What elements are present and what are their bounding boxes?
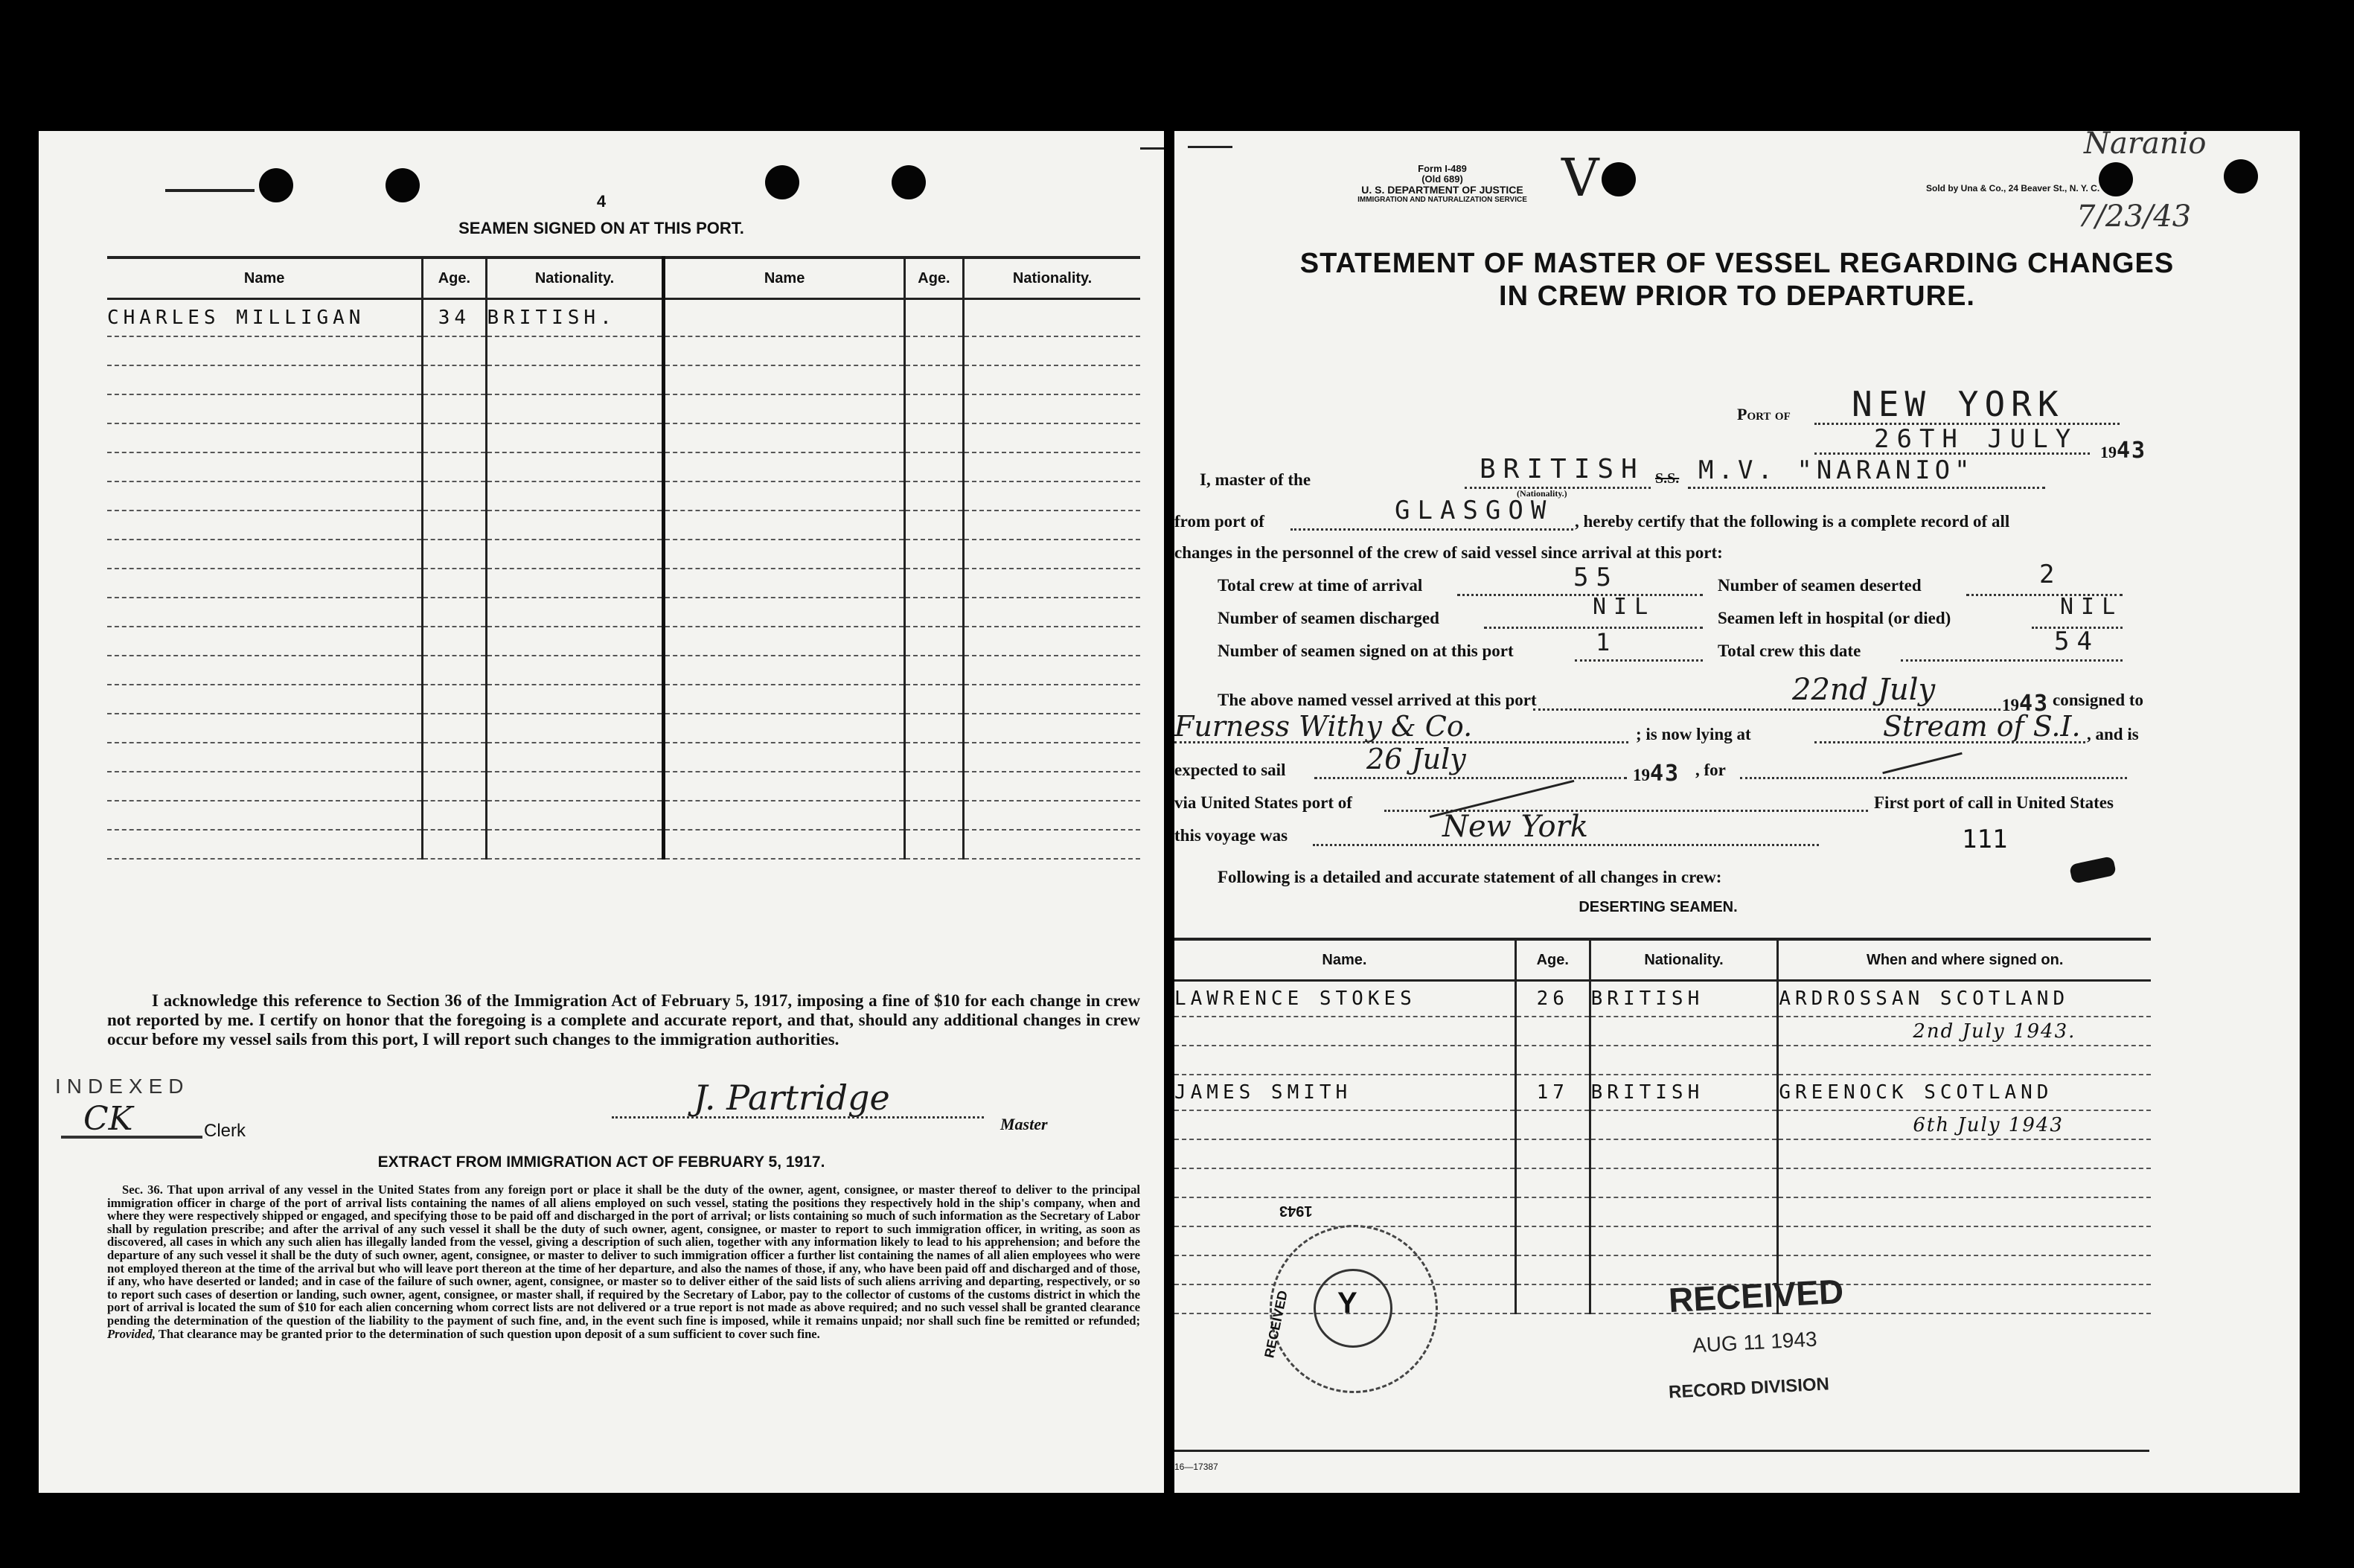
table-cell	[904, 540, 963, 569]
table-row	[107, 452, 1140, 481]
table-cell	[486, 656, 664, 685]
table-cell	[107, 394, 423, 423]
table-cell	[904, 801, 963, 830]
table-cell	[1515, 1284, 1590, 1313]
table-cell	[904, 423, 963, 452]
table-cell	[664, 656, 904, 685]
punch-hole	[2224, 159, 2258, 193]
table-cell	[486, 743, 664, 772]
table-cell	[904, 511, 963, 540]
signed-on-label: Number of seamen signed on at this port	[1218, 641, 1514, 660]
table-cell: GREENOCK SCOTLAND	[1778, 1075, 2151, 1110]
expected-value: 26 July	[1366, 743, 1466, 775]
port-label: Port of	[1737, 405, 1791, 423]
table-cell	[964, 336, 1140, 365]
table-cell	[664, 598, 904, 627]
table-cell	[964, 394, 1140, 423]
table-cell	[423, 481, 486, 511]
table-cell	[423, 423, 486, 452]
port-value: NEW YORK	[1852, 384, 2064, 424]
table-cell	[486, 336, 664, 365]
table-cell	[964, 627, 1140, 656]
col-header: Name	[107, 257, 423, 299]
table-cell	[1778, 1168, 2151, 1197]
table-cell: 2nd July 1943.	[1778, 1017, 2151, 1046]
table-cell	[486, 511, 664, 540]
table-cell	[423, 336, 486, 365]
table-cell	[423, 772, 486, 801]
lying-line	[1814, 741, 2085, 743]
table-row	[107, 772, 1140, 801]
table-cell	[1515, 1197, 1590, 1226]
total-date-value: 54	[2054, 627, 2099, 656]
table-cell: BRITISH.	[486, 299, 664, 337]
table-cell	[423, 365, 486, 394]
table-cell	[423, 656, 486, 685]
table-row	[107, 656, 1140, 685]
table-cell	[107, 481, 423, 511]
table-cell	[964, 801, 1140, 830]
pen-mark	[1140, 147, 1164, 150]
table-cell	[964, 540, 1140, 569]
check-mark: V	[1561, 147, 1599, 208]
table-row	[107, 598, 1140, 627]
stamp-emblem-icon: Y	[1337, 1287, 1357, 1319]
col-header: Nationality.	[964, 257, 1140, 299]
col-header: When and where signed on.	[1778, 939, 2151, 981]
table-cell	[423, 598, 486, 627]
table-row	[107, 481, 1140, 511]
proviso-label: Provided,	[107, 1326, 156, 1341]
table-cell	[423, 452, 486, 481]
table-cell	[486, 801, 664, 830]
table-cell	[664, 452, 904, 481]
table-cell	[1174, 1017, 1515, 1046]
table-cell	[964, 365, 1140, 394]
lying-value: Stream of S.I.	[1883, 710, 2081, 743]
table-row	[1174, 981, 2151, 1017]
deserted-value: 2	[2039, 560, 2062, 589]
table-cell	[1590, 1110, 1778, 1139]
right-page: Form I-489 (Old 689) U. S. DEPARTMENT OF JUSTICE IMMIGRATION AND NATURALIZATION SERVICE V Sold by Una & Co., 24 Beaver St., N. Y. C. Naranio 7/23/43 STATEMENT OF MASTER OF VESSEL REGARDING CHANGES IN CREW PRIOR TO DEPARTURE. Port of NEW YORK 26TH JULY 1943 I, master of the BRITISH (Nationality.) S.S. M.V. "NARANIO" from port of GLASGOW , hereby certify that the following is a complete record of all changes in the personnel of the crew of said vessel since arrival at this port: Total crew at time of arrival 55 Number of seamen deserted 2 Number of seamen discharged NIL Seamen left in hospital (or died) NIL Number of seamen signed on at this port 1 Total crew this date 54 The above named vessel arrived at this port 22nd July 1943 consigned to Furness Withy & Co. ; is now lying at Stream of S.I. , and is expected to sail 26 July 1943 , for via United States port of First port of call in United States this voyage was New York 111 Following is a detailed and accurate statement of all changes in crew: DESERTING SEAMEN. Name. Age. Nationality. When and where signed on. LAWRENCE STOKES 26 BRITISH ARDROSSAN SCOTLAND 2nd July 1943. JAMES SMITH 17 BRITISH GREENOCK SCOTLAND 6th July 1943 Y 1943 RECEIVED RECEIVED AUG 11 1943 RECORD DIVISION 16—17387	[1174, 131, 2300, 1493]
old-form-number: (Old 689)	[1421, 173, 1463, 185]
table-cell: 6th July 1943	[1778, 1110, 2151, 1139]
table-cell	[1174, 1139, 1515, 1168]
table-cell: BRITISH	[1590, 1075, 1778, 1110]
following-text: Following is a detailed and accurate statement of all changes in crew:	[1218, 868, 1722, 886]
section-body: That upon arrival of any vessel in the United States from any foreign port or place it shall be the duty of the owner, agent, consignee, or master thereof to deliver to the principal immigration officer in charge of the port of arrival lists containing the names of all aliens employed on such vessel, stating the positions they respectively hold in the ship's company, when and where they were respectively shipped or engaged, and specifying those to be paid off and discharged in the port of arrival; or lists containing so much of such information as the Secretary of Labor shall by regulation prescribe; and after the arrival of any such vessel it shall be the duty of such owner, agent, consignee, or master to report to such immigration officer, in writing, as soon as discovered, all cases in which any such alien has illegally landed from the vessel, giving a description of such alien, together with any information likely to lead to his apprehension; and before the departure of any such vessel it shall be the duty of such owner, agent, consignee, or master to deliver to such immigration officer a further list containing the names of all alien employees who were not employed thereon at the time of the arrival but who will leave port thereon at the time of her departure, and also the names of those, if any, who have been paid off and discharged and of those, if any, who have deserted or landed; and in case of the failure of such owner, agent, consignee, or master so to deliver either of the said lists of such aliens arriving and departing, respectively, or so to report such cases of desertion or landing, such owner, agent, consignee, or master shall, if required by the Secretary of Labor, pay to the collector of customs of the customs district in which the port of arrival is located the sum of $10 for each alien concerning whom correct lists are not delivered or a true report is not made as above required; and no such vessel shall be granted clearance pending the determination of the question of the liability to the payment of such fine, and, in the event such fine is imposed, while it remains unpaid; nor shall such fine be remitted or refunded;	[107, 1183, 1141, 1328]
table-cell	[904, 830, 963, 859]
table-row	[1174, 1139, 2151, 1168]
table-cell	[1590, 1046, 1778, 1075]
table-cell	[904, 627, 963, 656]
form-title	[1174, 247, 2300, 313]
table-row	[107, 569, 1140, 598]
signed-on-table	[107, 256, 1140, 860]
table-cell	[486, 394, 664, 423]
table-cell	[1590, 1168, 1778, 1197]
date-value: 26TH JULY	[1874, 424, 2079, 454]
corner-date: 7/23/43	[2076, 199, 2192, 234]
voyage-value: New York	[1442, 810, 1588, 844]
acknowledgement-text: I acknowledge this reference to Section 36 of the Immigration Act of February 5, 1917, imposing a fine of $10 for each change in crew not reported by me. I certify on honor that the foregoing is a complete and accurate report, and that, should any additional changes in crew occur before my vessel sails from this port, I will report such changes to the immigration authorities.	[107, 991, 1140, 1049]
table-cell	[904, 336, 963, 365]
table-row	[1174, 1168, 2151, 1197]
from-port-label: from port of	[1174, 512, 1264, 531]
table-row	[107, 685, 1140, 714]
table-cell	[664, 714, 904, 743]
col-header: Name.	[1174, 939, 1515, 981]
proviso-body: That clearance may be granted prior to the determination of such question upon deposit of a sum sufficient to cover such fine.	[158, 1326, 820, 1341]
hospital-value: NIL	[2060, 594, 2123, 620]
table-row	[107, 365, 1140, 394]
table-cell	[904, 743, 963, 772]
table-cell	[664, 540, 904, 569]
table-cell	[486, 540, 664, 569]
table-cell: LAWRENCE STOKES	[1174, 981, 1515, 1017]
table-cell	[486, 452, 664, 481]
table-cell	[904, 656, 963, 685]
table-row	[107, 394, 1140, 423]
signed-on-value: 1	[1596, 628, 1618, 656]
footer-code: 16—17387	[1174, 1462, 1218, 1472]
table-cell: ARDROSSAN SCOTLAND	[1778, 981, 2151, 1017]
clerk-label: Clerk	[204, 1121, 246, 1141]
corner-note: Naranio	[2084, 131, 2207, 161]
discharged-line	[1484, 627, 1703, 629]
from-port-line	[1290, 528, 1573, 531]
table-cell	[664, 365, 904, 394]
received-stamp-title: RECEIVED	[1667, 1271, 1845, 1320]
table-cell	[423, 685, 486, 714]
total-date-label: Total crew this date	[1718, 641, 1861, 660]
extract-title: EXTRACT FROM IMMIGRATION ACT OF FEBRUARY 5, 1917.	[377, 1153, 825, 1171]
table-cell	[964, 481, 1140, 511]
clerk-line	[61, 1136, 202, 1139]
year-prefix: 19	[2100, 443, 2117, 461]
first-port-label: First port of call in United States	[1874, 793, 2114, 812]
table-cell	[964, 685, 1140, 714]
table-cell	[107, 772, 423, 801]
vessel-prefix: S.S.	[1655, 470, 1680, 487]
table-cell: CHARLES MILLIGAN	[107, 299, 423, 337]
table-cell	[423, 540, 486, 569]
table-cell	[664, 743, 904, 772]
table-cell	[486, 598, 664, 627]
table-cell	[107, 627, 423, 656]
table-row	[107, 423, 1140, 452]
table-cell	[1174, 1110, 1515, 1139]
table-row	[1174, 1110, 2151, 1139]
table-cell	[486, 569, 664, 598]
table-cell	[107, 598, 423, 627]
vendor-text: Sold by Una & Co., 24 Beaver St., N. Y. C.	[1926, 183, 2100, 193]
table-cell: 26	[1515, 981, 1590, 1017]
left-page	[39, 131, 1164, 1493]
table-cell	[107, 830, 423, 859]
total-arrival-value: 55	[1573, 563, 1619, 592]
table-cell	[664, 627, 904, 656]
col-header: Age.	[904, 257, 963, 299]
table-cell	[664, 685, 904, 714]
table-cell	[107, 423, 423, 452]
vessel-line	[1688, 487, 2045, 489]
table-cell	[486, 830, 664, 859]
service-name: IMMIGRATION AND NATURALIZATION SERVICE	[1357, 196, 1527, 204]
table-cell	[1778, 1197, 2151, 1226]
table-row	[107, 511, 1140, 540]
table-cell: 17	[1515, 1075, 1590, 1110]
and-is-label: , and is	[2087, 725, 2139, 743]
table-cell	[107, 743, 423, 772]
punch-hole	[2099, 162, 2133, 196]
table-cell	[904, 714, 963, 743]
arrived-value: 22nd July	[1792, 673, 1936, 707]
voyage-line	[1313, 844, 1819, 846]
total-arrival-line	[1457, 594, 1703, 596]
page-number: 4	[596, 192, 607, 211]
table-row	[1174, 1197, 2151, 1226]
table-cell	[964, 569, 1140, 598]
table-cell	[1174, 1197, 1515, 1226]
table-cell	[964, 423, 1140, 452]
table-cell	[486, 481, 664, 511]
changes-text: changes in the personnel of the crew of said vessel since arrival at this port:	[1174, 543, 1723, 562]
table-cell	[664, 423, 904, 452]
table-cell	[107, 365, 423, 394]
vessel-name: M.V. "NARANIO"	[1698, 455, 1974, 485]
table-cell	[904, 569, 963, 598]
master-label: Master	[1000, 1115, 1048, 1133]
table-cell	[1590, 1139, 1778, 1168]
table-cell	[107, 540, 423, 569]
table-cell	[664, 481, 904, 511]
table-cell	[423, 801, 486, 830]
table-cell	[486, 714, 664, 743]
table-cell	[107, 801, 423, 830]
received-stamp-date: AUG 11 1943	[1692, 1327, 1818, 1357]
table-cell	[1515, 1110, 1590, 1139]
table-cell	[904, 394, 963, 423]
for-line	[1740, 777, 2127, 779]
table-cell	[423, 627, 486, 656]
table-cell	[664, 511, 904, 540]
expected-year: 43	[1650, 761, 1680, 787]
col-header: Age.	[423, 257, 486, 299]
for-label: , for	[1695, 761, 1726, 779]
table-cell	[904, 365, 963, 394]
table-cell	[1778, 1139, 2151, 1168]
table-cell	[107, 511, 423, 540]
from-port-value: GLASGOW	[1395, 496, 1554, 525]
table-cell	[964, 743, 1140, 772]
table-cell	[904, 598, 963, 627]
table-cell	[486, 365, 664, 394]
master-signature: J. Partridge	[694, 1078, 890, 1118]
table-cell	[664, 299, 904, 337]
table-cell	[1515, 1255, 1590, 1284]
table-cell	[1515, 1226, 1590, 1255]
arrived-year: 43	[2019, 691, 2050, 717]
col-header: Nationality.	[486, 257, 664, 299]
nationality-caption: (Nationality.)	[1517, 488, 1567, 499]
table-cell	[664, 336, 904, 365]
total-date-line	[1901, 659, 2123, 662]
pen-mark	[1188, 146, 1232, 148]
table-cell	[107, 685, 423, 714]
nationality-value: BRITISH	[1480, 454, 1645, 484]
table-cell	[107, 452, 423, 481]
table-cell	[486, 685, 664, 714]
table-cell	[107, 714, 423, 743]
table-row	[107, 830, 1140, 859]
table-cell	[664, 772, 904, 801]
lying-label: ; is now lying at	[1636, 725, 1751, 743]
table-row	[107, 540, 1140, 569]
table-cell	[904, 685, 963, 714]
table-cell	[1590, 1017, 1778, 1046]
table-cell	[423, 569, 486, 598]
table-row	[1174, 1017, 2151, 1046]
table-cell	[664, 801, 904, 830]
date-line	[1814, 452, 2090, 455]
table-cell	[1515, 1168, 1590, 1197]
table-cell	[1778, 1046, 2151, 1075]
col-header: Age.	[1515, 939, 1590, 981]
stamp-side-text: RECEIVED	[1261, 1289, 1290, 1360]
table-cell	[964, 830, 1140, 859]
table-row	[107, 336, 1140, 365]
title-line-1: STATEMENT OF MASTER OF VESSEL REGARDING CHANGES	[1299, 248, 2175, 279]
table-cell	[1590, 1197, 1778, 1226]
pen-stroke	[1882, 752, 1962, 775]
arrived-label: The above named vessel arrived at this port	[1218, 691, 1537, 709]
table-row	[107, 743, 1140, 772]
table-cell	[904, 772, 963, 801]
expected-label: expected to sail	[1174, 761, 1286, 779]
table-cell	[423, 394, 486, 423]
table-cell	[1515, 1139, 1590, 1168]
year-value: 43	[2117, 438, 2147, 464]
indexed-stamp: INDEXED	[55, 1075, 190, 1098]
table-cell	[486, 423, 664, 452]
table-row	[107, 627, 1140, 656]
table-cell	[904, 481, 963, 511]
table-cell	[486, 627, 664, 656]
certify-text: , hereby certify that the following is a complete record of all	[1575, 512, 2010, 531]
table-cell	[904, 299, 963, 337]
table-cell	[664, 569, 904, 598]
handwritten-number: 111	[1962, 825, 2008, 854]
table-cell	[423, 743, 486, 772]
table-cell	[1515, 1017, 1590, 1046]
table-row	[107, 801, 1140, 830]
received-stamp-division: RECORD DIVISION	[1668, 1374, 1830, 1403]
total-arrival-label: Total crew at time of arrival	[1218, 576, 1423, 595]
hospital-label: Seamen left in hospital (or died)	[1718, 609, 1951, 627]
table-cell	[1174, 1046, 1515, 1075]
table-cell	[423, 714, 486, 743]
table-cell	[1590, 1226, 1778, 1255]
table-cell	[423, 830, 486, 859]
punch-hole	[1602, 162, 1636, 196]
table-cell	[107, 656, 423, 685]
table-cell	[107, 336, 423, 365]
title-line-2: IN CREW PRIOR TO DEPARTURE.	[1499, 281, 1975, 312]
table-cell	[964, 511, 1140, 540]
round-stamp	[1261, 1203, 1438, 1393]
table-cell	[964, 714, 1140, 743]
table-cell	[423, 511, 486, 540]
consigned-label: consigned to	[2053, 691, 2144, 709]
table-cell	[964, 598, 1140, 627]
ink-blot	[2069, 856, 2117, 884]
section-label: Sec. 36.	[122, 1183, 163, 1197]
table-cell	[964, 452, 1140, 481]
col-header: Name	[664, 257, 904, 299]
table-cell	[107, 569, 423, 598]
table-cell	[904, 452, 963, 481]
table-title: SEAMEN SIGNED ON AT THIS PORT.	[458, 219, 744, 237]
voyage-label: this voyage was	[1174, 826, 1288, 845]
clerk-initials: CK	[83, 1100, 133, 1138]
table-cell: JAMES SMITH	[1174, 1075, 1515, 1110]
table-row	[107, 299, 1140, 337]
table-cell	[1174, 1168, 1515, 1197]
expected-line	[1314, 777, 1627, 779]
master-of-label: I, master of the	[1200, 470, 1311, 489]
department-name: U. S. DEPARTMENT OF JUSTICE	[1361, 184, 1523, 196]
deserting-title: DESERTING SEAMEN.	[1579, 899, 1738, 915]
form-header	[1308, 164, 1576, 205]
discharged-label: Number of seamen discharged	[1218, 609, 1439, 627]
deserted-label: Number of seamen deserted	[1718, 576, 1922, 595]
signature-line	[612, 1116, 984, 1119]
via-label: via United States port of	[1174, 793, 1352, 812]
table-cell	[486, 772, 664, 801]
stamp-year: 1943	[1279, 1203, 1313, 1219]
table-cell	[964, 772, 1140, 801]
form-number: Form I-489	[1418, 163, 1467, 174]
table-cell	[664, 830, 904, 859]
table-cell	[964, 656, 1140, 685]
col-header: Nationality.	[1590, 939, 1778, 981]
consignee-value: Furness Withy & Co.	[1174, 710, 1473, 743]
table-row	[107, 714, 1140, 743]
table-cell	[1515, 1046, 1590, 1075]
table-cell: 34	[423, 299, 486, 337]
discharged-value: NIL	[1593, 594, 1656, 620]
table-cell	[1778, 1226, 2151, 1255]
table-row	[1174, 1046, 2151, 1075]
signed-on-line	[1575, 659, 1703, 662]
footer-rule	[1174, 1450, 2149, 1452]
table-cell	[964, 299, 1140, 337]
section-36-text	[107, 1183, 1140, 1340]
table-cell	[664, 394, 904, 423]
table-row	[1174, 1075, 2151, 1110]
table-cell: BRITISH	[1590, 981, 1778, 1017]
